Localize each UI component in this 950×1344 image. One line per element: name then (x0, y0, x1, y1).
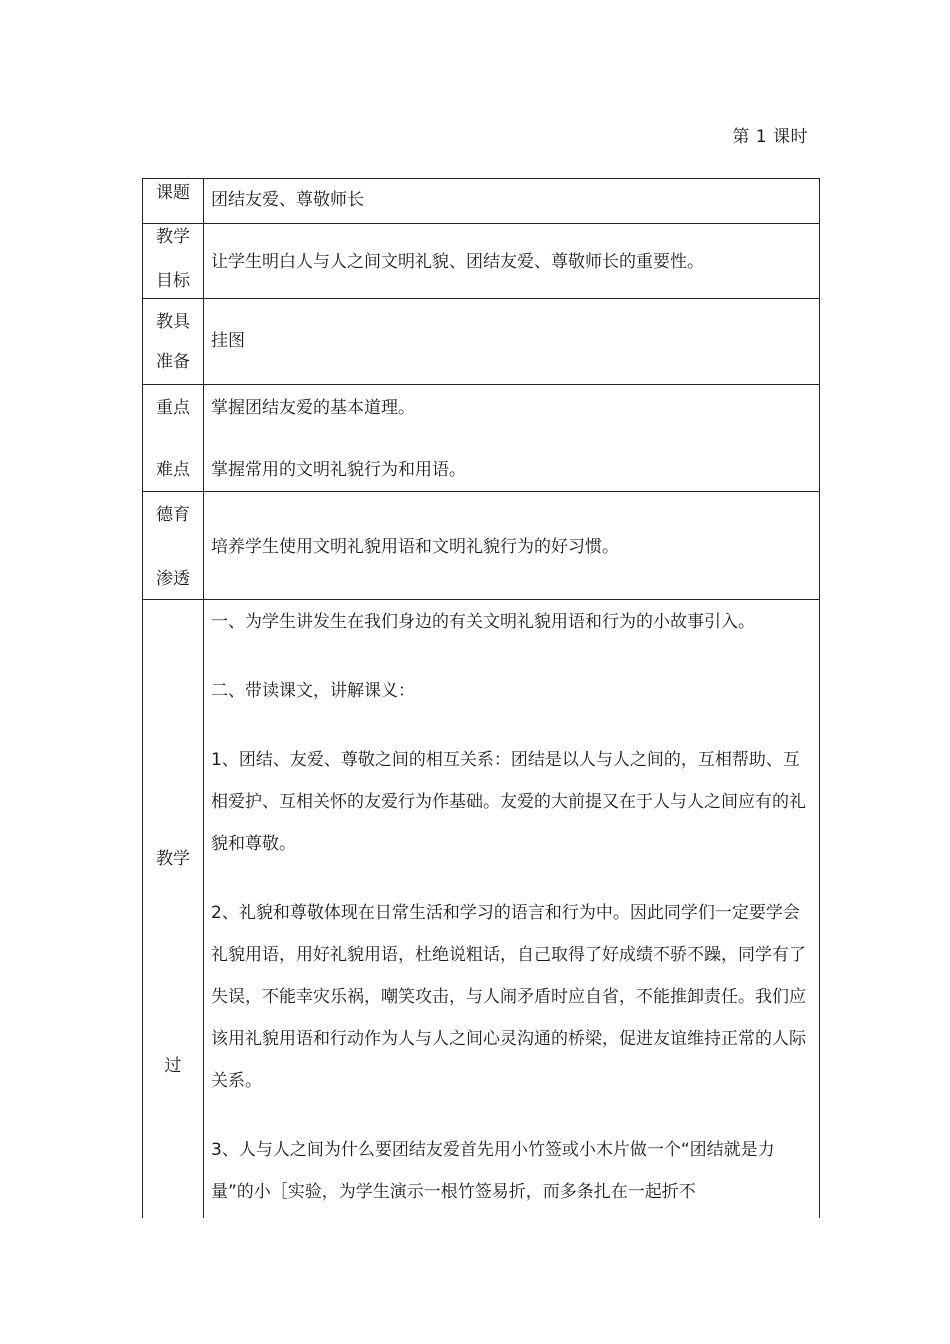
column-divider (203, 179, 204, 223)
goal-content: 让学生明白人与人之间文明礼貌、团结友爱、尊敬师长的重要性。 (211, 252, 704, 272)
difficulty-content: 掌握常用的文明礼貌行为和用语。 (211, 460, 466, 480)
materials-content: 挂图 (211, 331, 245, 351)
process-content (211, 601, 811, 1218)
key-point-content: 掌握团结友爱的基本道理。 (211, 398, 415, 418)
lesson-number: 第 1 课时 (732, 127, 808, 147)
process-paragraph: 2、礼貌和尊敬体现在日常生活和学习的语言和行为中。因此同学们一定要学会礼貌用语，用好礼貌用语，杜绝说粗话，自己取得了好成绩不骄不躁，同学有了失误，不能幸灾乐祸，嘲笑攻击，与人闹矛盾时应自省，不能推卸责任。我们应该用礼貌用语和行动作为人与人之间心灵沟通的桥梁，促进友谊维持正常的人际关系。 (211, 903, 806, 1091)
row-goal (143, 223, 819, 299)
label-moral-1: 德育 (156, 505, 190, 525)
label-key-point: 重点 (156, 398, 190, 418)
process-paragraph: 二、带读课文，讲解课义： (211, 681, 415, 701)
label-process-1: 教学 (156, 849, 190, 869)
column-divider (203, 599, 204, 1218)
row-topic (143, 179, 819, 224)
topic-content: 团结友爱、尊敬师长 (211, 190, 364, 210)
column-divider (203, 491, 204, 599)
moral-content: 培养学生使用文明礼貌用语和文明礼貌行为的好习惯。 (211, 537, 619, 557)
row-moral (143, 491, 819, 600)
label-difficulty: 难点 (156, 460, 190, 480)
process-paragraph: 一、为学生讲发生在我们身边的有关文明礼貌用语和行为的小故事引入。 (211, 612, 755, 632)
row-materials (143, 298, 819, 385)
column-divider (203, 298, 204, 384)
label-goal-1: 教学 (156, 227, 190, 247)
label-materials-2: 准备 (156, 352, 190, 372)
label-goal-2: 目标 (156, 271, 190, 291)
label-process-2: 过 (164, 1056, 182, 1076)
row-key-points (143, 384, 819, 492)
row-process (143, 599, 819, 1218)
process-paragraph: 1、团结、友爱、尊敬之间的相互关系：团结是以人与人之间的，互相帮助、互相爱护、互相关怀的友爱行为作基础。友爱的大前提又在于人与人之间应有的礼貌和尊敬。 (211, 750, 806, 854)
column-divider (203, 384, 204, 491)
lesson-plan-table (142, 178, 820, 1218)
label-materials-1: 教具 (156, 312, 190, 332)
label-moral-2: 渗透 (156, 569, 190, 589)
label-topic: 课题 (156, 183, 190, 203)
process-paragraph: 3、人与人之间为什么要团结友爱首先用小竹签或小木片做一个“团结就是力量”的小［实验，为学生演示一根竹签易折，而多条扎在一起折不 (211, 1140, 775, 1202)
column-divider (203, 223, 204, 298)
